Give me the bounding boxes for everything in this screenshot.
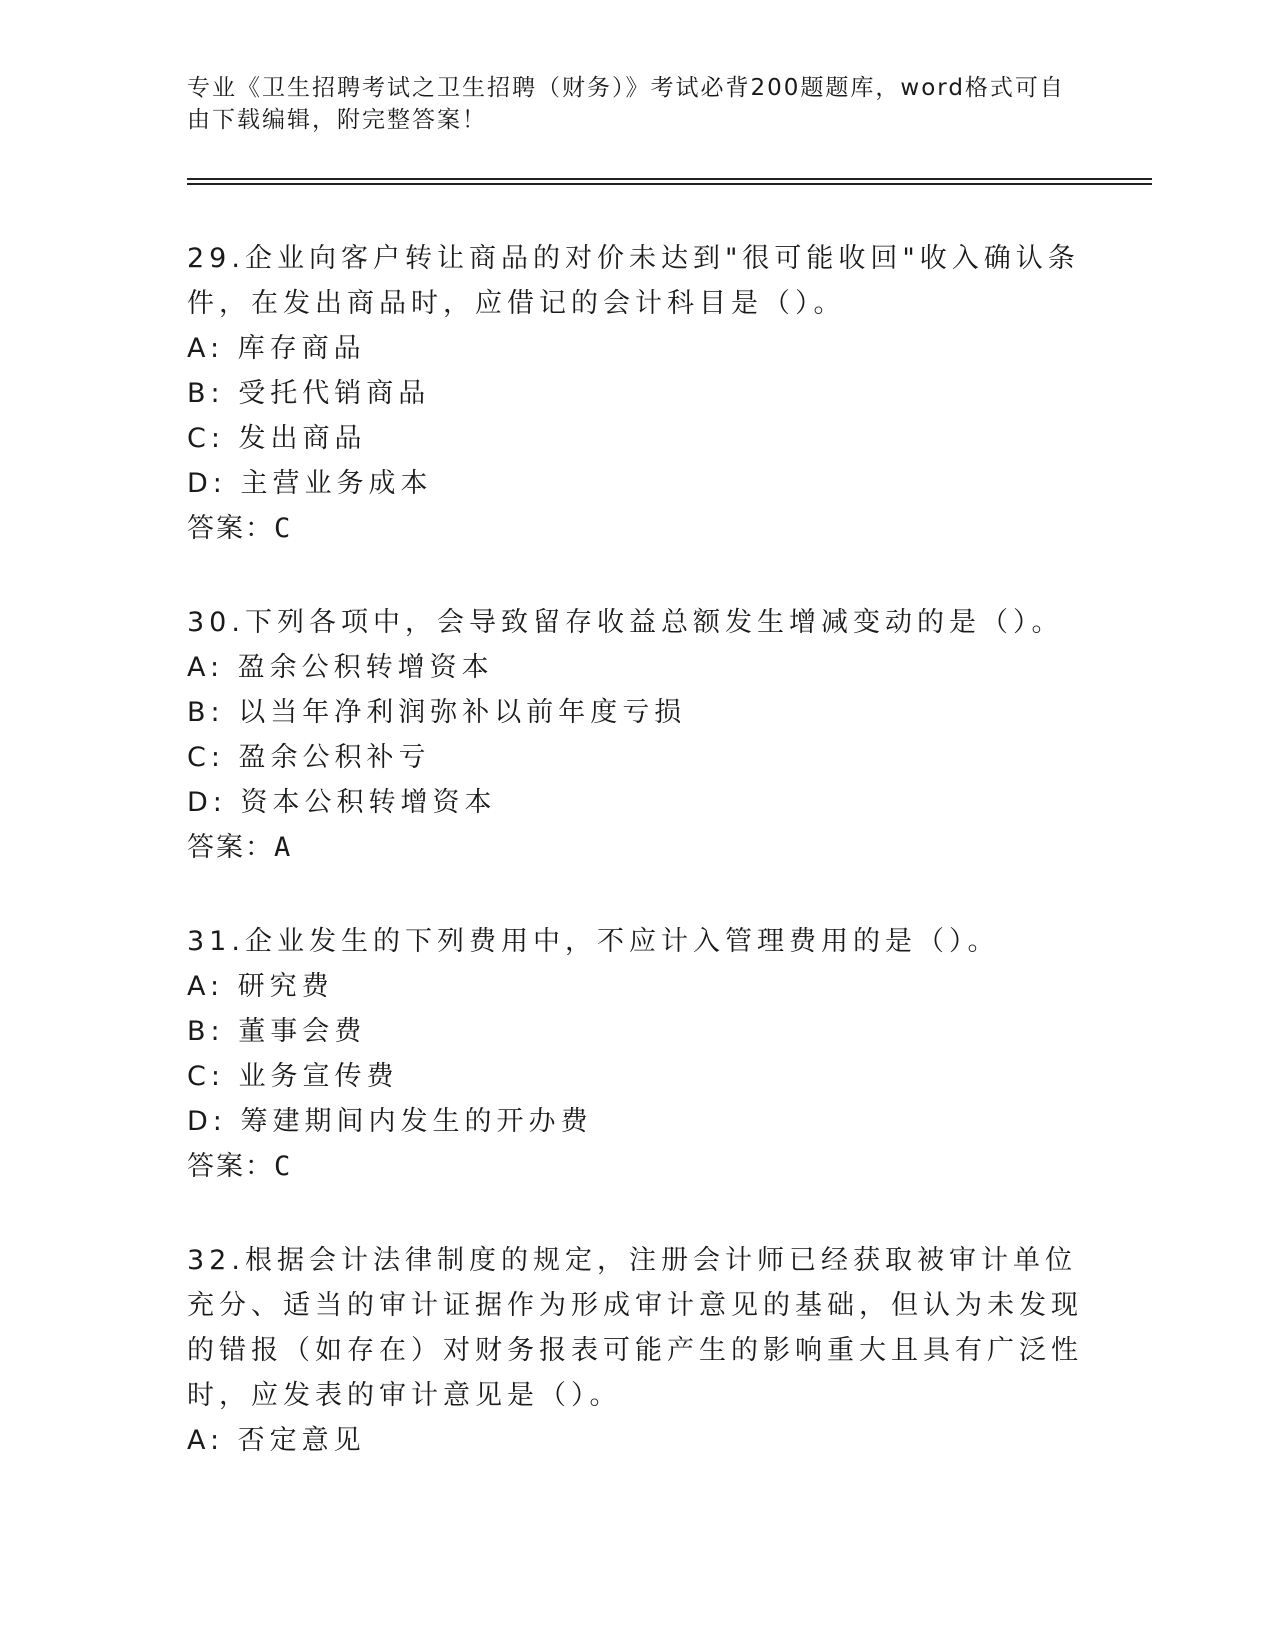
- question-31: [187, 919, 1087, 1189]
- question-30: [187, 600, 1087, 870]
- header-divider-bottom: [187, 183, 1152, 185]
- question-stem: 29.企业向客户转让商品的对价未达到"很可能收回"收入确认条件，在发出商品时，应借记的会计科目是（）。: [187, 243, 1080, 319]
- option-d: D: 资本公积转增资本: [187, 787, 497, 818]
- answer-label: 答案：: [187, 832, 274, 863]
- option-c: C: 盈余公积补亏: [187, 742, 431, 773]
- option-a: A: 盈余公积转增资本: [187, 652, 494, 683]
- answer-value: A: [274, 832, 293, 863]
- option-b: B: 董事会费: [187, 1016, 367, 1047]
- question-stem: 30.下列各项中，会导致留存收益总额发生增减变动的是（）。: [187, 607, 1064, 638]
- answer-label: 答案：: [187, 1151, 274, 1182]
- option-c: C: 业务宣传费: [187, 1061, 399, 1092]
- answer-line: [187, 825, 1087, 870]
- option-b: B: 以当年净利润弥补以前年度亏损: [187, 697, 687, 728]
- option-a: A: 否定意见: [187, 1425, 366, 1456]
- header-text: 专业《卫生招聘考试之卫生招聘（财务）》考试必背200题题库，word格式可自由下载编辑，附完整答案！: [187, 75, 1065, 133]
- document-header: [187, 72, 1067, 136]
- header-divider-top: [187, 178, 1152, 180]
- option-c: C: 发出商品: [187, 423, 367, 454]
- question-stem: 31.企业发生的下列费用中，不应计入管理费用的是（）。: [187, 926, 1000, 957]
- option-b: B: 受托代销商品: [187, 378, 431, 409]
- answer-label: 答案：: [187, 513, 274, 544]
- answer-value: C: [274, 1151, 293, 1182]
- question-32: [187, 1238, 1087, 1463]
- answer-line: [187, 1144, 1087, 1189]
- option-d: D: 主营业务成本: [187, 468, 433, 499]
- question-29: [187, 236, 1087, 551]
- option-d: D: 筹建期间内发生的开办费: [187, 1106, 593, 1137]
- option-a: A: 库存商品: [187, 333, 366, 364]
- question-list: [187, 236, 1087, 1512]
- answer-line: [187, 506, 1087, 551]
- option-a: A: 研究费: [187, 971, 334, 1002]
- answer-value: C: [274, 513, 293, 544]
- question-stem: 32.根据会计法律制度的规定，注册会计师已经获取被审计单位充分、适当的审计证据作为形成审计意见的基础，但认为未发现的错报（如存在）对财务报表可能产生的影响重大且具有广泛性时，应发表的审计意见是（）。: [187, 1245, 1083, 1411]
